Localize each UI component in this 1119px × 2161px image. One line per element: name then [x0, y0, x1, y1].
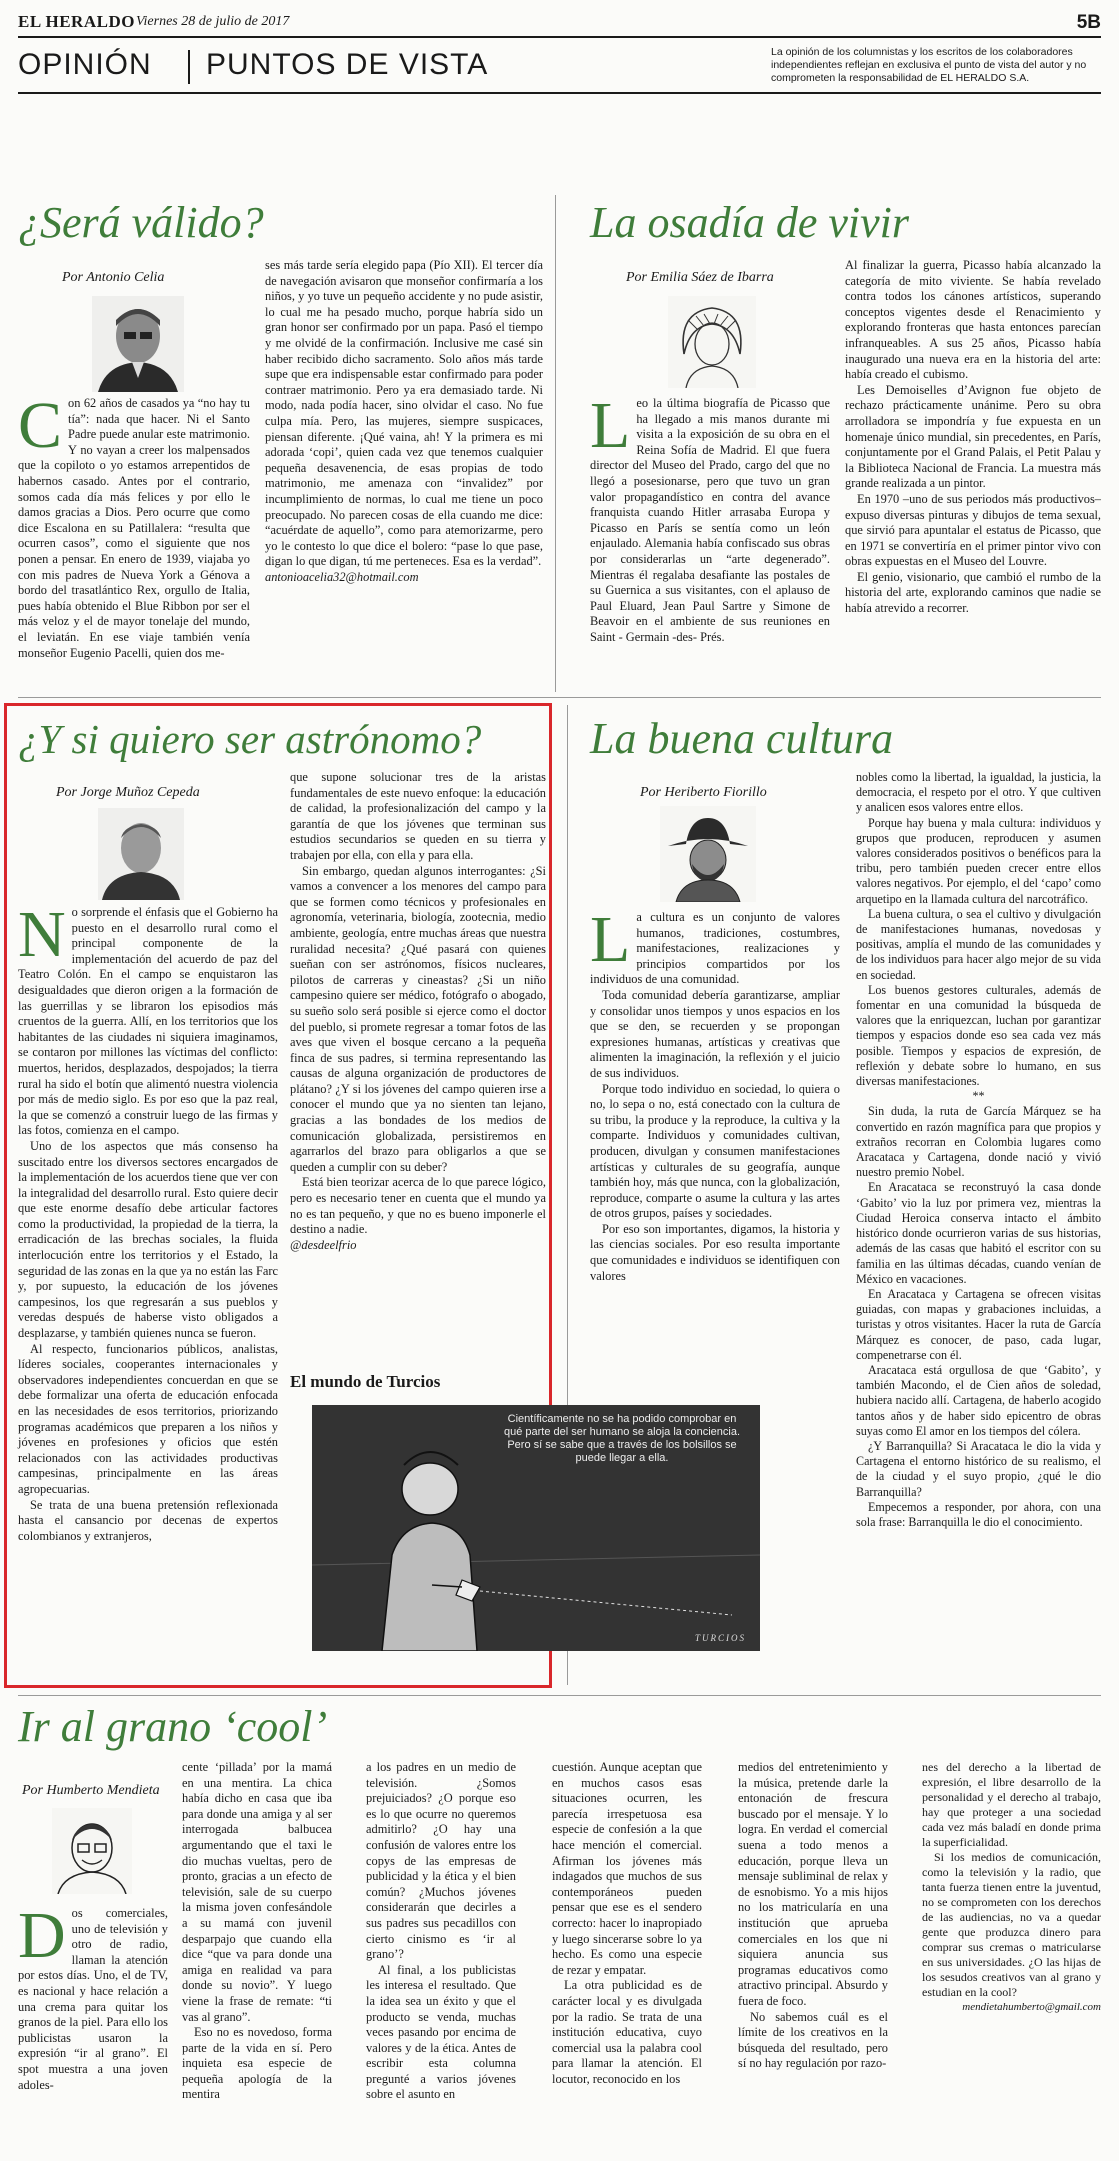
drop-cap: L: [590, 389, 631, 462]
author-portrait: [52, 1808, 132, 1894]
article-body-column: [366, 1760, 516, 2152]
drop-cap: C: [18, 389, 63, 462]
paragraph: Se trata de una buena pretensión reflexionada hasta el cansancio por decenas de expertos colombianos y extranjeros,: [18, 1497, 278, 1543]
paragraph: Uno de los aspectos que más consenso ha suscitado entre los diversos sectores encargados de la implementación de los acuerdos tiene que ver con la integralidad del desarrollo rural. Esto quiere decir que este enorme desafío debe articular factores como la productividad, la propiedad de la tierra, la erradicación de las brechas sociales, la fluida interlocución entre los territorios y el Estado, la seguridad de las zonas en la que ya no están las Farc y, por supuesto, la educación de los jóvenes campesinos, los que regresarán a sus pueblos y veredas después de haberse visto obligados a desplazarse, y también quienes nunca se fueron.: [18, 1138, 278, 1341]
cartoon-title: El mundo de Turcios: [290, 1372, 441, 1391]
article-body-column: [856, 770, 1101, 1680]
paragraph: medios del entretenimiento y la música, pretende darle la entonación de frescura buscado por el mensaje. Y lo logra. En verdad el comercial suena a todo menos a educación, porque lleva un mensaje subliminal de relax y de esnobismo. Yo a mis hijos no los matricularía en una institución que aprueba comerciales en los que ni siquiera anuncia sus programas educativos como atractivo principal. Absurdo y fuera de foco.: [738, 1760, 888, 2008]
paragraph: cuestión. Aunque aceptan que en muchos casos esas situaciones ocurren, les parecía irrespetuosa esa especie de confesión a la que hace mención el comercial. Afirman los jóvenes más indagados que muchos de sus contemporáneos pueden pensar que ese es el sendero correcto: hacer lo inapropiado y luego sincerarse sobre lo ya hecho. Es como una especie de rezar y empatar.: [552, 1760, 702, 1977]
article-title-la-buena-cultura: La buena cultura: [590, 714, 894, 763]
author-handle[interactable]: @desdeelfrio: [290, 1237, 357, 1252]
article-body-column: [18, 1899, 168, 2151]
author-portrait: [92, 296, 184, 392]
paragraph: Aracataca está orgullosa de que ‘Gabito’, y también Macondo, el de Cien años de soledad, hubiera nacido allí. Cartagena, de haberlo acogido tantos años y de haber sido epicentro de obras suyas como El amor en los tiempos del cólera.: [856, 1362, 1101, 1438]
article-byline: Por Humberto Mendieta: [22, 1783, 160, 1798]
drop-cap: L: [590, 903, 631, 976]
article-body-column: [18, 389, 250, 691]
paragraph: La otra publicidad es de carácter local y es divulgada por la radio. Se trata de una institución educativa, cuyo comercial usa la palabra cool para llamar la atención. El locutor, reconocido en los: [552, 1978, 702, 2086]
section-divider-line: [18, 1695, 1101, 1696]
paragraph: En Aracataca y Cartagena se ofrecen visitas guiadas, con mapas y grabaciones incluidas, a turistas y otros visitantes. Hacer la ruta de García Márquez es conocer, de paso, cada lugar, compenetrarse con él.: [856, 1286, 1101, 1362]
column-divider: [555, 195, 556, 692]
paragraph: No sabemos cuál es el límite de los creativos en la búsqueda del resultado, pero sí no hay regulación por razo-: [738, 2009, 888, 2071]
paragraph: Sin embargo, quedan algunos interrogantes: ¿Si vamos a convencer a los menores del campo para que se formen como técnicos y profesionales en agronomía, veterinaria, biología, zootecnia, medio ambiente, geología, entre muchas áreas que nuestra ruralidad necesita? ¿Qué pasará con quienes sueñan con ser astrónomos, físicos nucleares, pilotos de carreras y cineastas? ¿Si un niño campesino quiere ser médico, fotógrafo o abogado, su sueño solo será posible si ejerce como el doctor del pueblo, si promete regresar a tomar fotos de las aves que viven el bosque cercano a la pequeña finca de sus padres, si termina representando las causas de alguna organización de productores de plátano? ¿Y si los jóvenes del campo quieren irse a conocer el mundo que ya no sienten tan lejano, gracias a las bondades de los medios de comunicación globalizada, persistiremos en agarrarlos del brazo para obligarlos a que se queden a cumplir con su deber?: [290, 863, 546, 1174]
paragraph: ¿Y Barranquilla? Si Aracataca le dio la vida y Cartagena el entorno histórico de su realismo, el de la ciudad y el suyo propio, ¿qué le dio Barranquilla?: [856, 1438, 1101, 1499]
article-byline: Por Antonio Celia: [62, 270, 165, 285]
article-byline: Por Emilia Sáez de Ibarra: [626, 270, 774, 285]
paragraph: nobles como la libertad, la igualdad, la justicia, la democracia, el respeto por el otro. Y que cultiven y analicen esos valores entre ellos.: [856, 770, 1101, 815]
article-body-column: [182, 1760, 332, 2152]
paragraph: Porque hay buena y mala cultura: individuos y grupos que producen, reproducen y asumen valores considerados positivos o benéficos para la tribu, pero también pueden crecer entre ellos valores negativos. Por ejemplo, el del ‘capo’ como arquetipo en la llamada cultura del narcotráfico.: [856, 815, 1101, 906]
drop-cap: D: [18, 1899, 66, 1972]
article-title-ir-al-grano: Ir al grano ‘cool’: [18, 1702, 328, 1751]
article-title-sera-valido: ¿Será válido?: [18, 198, 264, 247]
section-subtitle: PUNTOS DE VISTA: [206, 48, 489, 81]
article-body-column: [290, 770, 546, 1366]
paragraph: que supone solucionar tres de la aristas fundamentales de este nuevo enfoque: la educación de calidad, la profesionalización del campo y la garantía de que los jóvenes que terminan sus estudios secundarios se queden en su tierra y trabajen por ella, con ella y para ella.: [290, 770, 546, 862]
author-portrait: [668, 296, 756, 388]
article-body-column: [738, 1760, 888, 2152]
paragraph: Los buenos gestores culturales, además de fomentar en una comunidad la búsqueda de valores que la enriquezcan, luchan por garantizar tiempos y espacios donde eso sea cada vez más posible. Tiempos y espacios de expresión, de reflexión y debate sobre lo humano, en sus diversas manifestaciones.: [856, 982, 1101, 1089]
paper-name: EL HERALDO: [18, 12, 135, 31]
author-email[interactable]: antonioacelia32@hotmail.com: [265, 569, 419, 584]
section-divider: [188, 50, 190, 84]
section-divider-line: [18, 697, 1101, 698]
article-body-column: [265, 258, 543, 691]
article-title-astronomo: ¿Y si quiero ser astrónomo?: [18, 716, 482, 762]
paragraph: Les Demoiselles d’Avignon fue objeto de rechazo prácticamente unánime. Pero su obra arrolladora se impondría y fue expuesta en un homenaje único mundial, sin precedentes, en París, conjuntamente por el Grand Palais, el Petit Palau y la Biblioteca Nacional de Francia. La muestra más grande realizada a un pintor.: [845, 382, 1101, 491]
drop-cap: N: [18, 898, 66, 971]
paragraph: En 1970 –uno de sus periodos más productivos– expuso diversas pinturas y dibujos de tema sexual, que sirvió para apuntalar el estatus de Picasso, que en 1971 se convertiría en el primer pintor vivo con obras expuestas en el Museo del Louvre.: [845, 491, 1101, 569]
article-body-column: [590, 903, 840, 1680]
paragraph: Sin duda, la ruta de García Márquez se ha convertido en razón magnífica para que propios y extraños recorran en Colombia lugares como Aracataca y Cartagena, donde nació y vivió nuestro premio Nobel.: [856, 1104, 1101, 1180]
author-portrait: [98, 808, 184, 900]
paragraph: a cultura es un conjunto de valores humanos, tradiciones, costumbres, manifestaciones, realizaciones y principios compartidos por los individuos de una comunidad.: [590, 910, 840, 987]
article-body-column: [845, 258, 1101, 691]
article-body-column: [552, 1760, 702, 2152]
separator: **: [972, 1089, 985, 1104]
paragraph: Por eso son importantes, digamos, la historia y las ciencias sociales. Por eso resulta importante que comunidades e individuos se identifiquen con valores: [590, 1221, 840, 1283]
paragraph: cente ‘pillada’ por la mamá en una mentira. La chica había dicho en casa que iba para donde una amiga y al ser interrogada balbucea argumentando que el taxi le dio muchas vueltas, pero de pronto, gracias a un efecto de televisión, sale de su cuerpo la misma joven confesándole a su mamá con juvenil desparpajo que cuando ella dice “que va para donde una amiga en realidad va para donde su novio”. Y luego viene la frase de remate: “ti vas al grano”.: [182, 1760, 332, 2024]
issue-date: Viernes 28 de julio de 2017: [136, 14, 290, 29]
paragraph: Al finalizar la guerra, Picasso había alcanzado la categoría de mito viviente. Se había revelado contra todos los cánones artísticos, superando conceptos vigentes desde el Renacimiento y explorando fronteras que hasta entonces parecían infranqueables. A sus 25 años, Picasso había inaugurado una nueva era en la historia del arte: había creado el cubismo.: [845, 258, 1101, 382]
paragraph: ses más tarde sería elegido papa (Pío XII). El tercer día de navegación avisaron que monseñor confirmaría a los niños, y yo tuve un pequeño accidente y no pude asistir, lo cual me ha pesado mucho, porque habría sido un gran honor ser confirmado por un papa. Pasó el tiempo y me olvidé de la confirmación. Inclusive me casé sin haber recibido dicho sacramento. Solo años más tarde supe que era indispensable estar confirmado para poder contraer matrimonio. Pero ya era demasiado tarde. Ni modo, nada podía hacer, sino olvidar el caso. No fue culpa mía. Pero, las mujeres, siempre suspicaces, piensan diferente. ¡Qué vaina, ah! Y la primera es mi adorada ‘copi’, quien cada vez que tenemos cualquier pequeña desavenencia, de esas propias de todo matrimonio, me amenaza con “invalidez” por incumplimiento de normas, lo cual me tiene un poco preocupado. No parecen cosas de ella cuando me dice: “acuérdate de aquello”, como para atemorizarme, pero yo le contesto lo que dice el bolero: “pase lo que pase, digan lo que digan, tú me perteneces. Esa es la verdad”.: [265, 258, 543, 569]
article-byline: Por Jorge Muñoz Cepeda: [56, 785, 200, 800]
paragraph: eo la última biografía de Picasso que ha llegado a mis manos durante mi visita a la exposición de su obra en el Reina Sofía de Madrid. El que fuera director del Museo del Prado, cargo del que no llegó a posesionarse, pero que tuvo un gran valor propagandístico en contra del avance franquista cuando Hitler arrasaba Europa y Picasso en París se sentía como un león enjaulado. Alemania había confiscado sus obras por considerarlas un “arte degenerado”. Mientras él regalaba desafiante las postales de su Guernica a sus visitantes, con el aplauso de Paul Eluard, Jean Paul Sartre y Simone de Beavoir en el ambiente de sus reuniones en Saint - Germain -des- Prés.: [590, 396, 830, 644]
paragraph: La buena cultura, o sea el cultivo y divulgación de manifestaciones humanas, novedosas y positivas, amplía el mundo de las comunidades y de los individuos para hacer algo mejor de su vida en sociedad.: [856, 906, 1101, 982]
cartoon-caption: Científicamente no se ha podido comprobar en qué parte del ser humano se aloja la conciencia. Pero sí se sabe que a través de los bolsillos se puede llegar a ella.: [503, 1413, 741, 1464]
article-body-column: [922, 1760, 1101, 2152]
paragraph: En Aracataca se reconstruyó la casa donde ‘Gabito’ vio la luz por primera vez, mientras la Ciudad Heroica conserva intacto el ámbito histórico donde ocurrieron varias de sus historias, además de las casas que habitó el escritor con su familia en las últimas décadas, cuando venían de México en vacaciones.: [856, 1180, 1101, 1286]
article-body-column: [18, 898, 278, 1680]
disclaimer: La opinión de los columnistas y los escritos de los colaboradores independientes reflejan en exclusiva el punto de vista del autor y no comprometen la responsabilidad de EL HERALDO S.A.: [771, 46, 1087, 84]
paragraph: Porque todo individuo en sociedad, lo quiera o no, lo sepa o no, está conectado con la cultura de su tribu, la produce y la reproduce, la cultiva y la comparte. Individuos y comunidades cultivan, producen, divulgan y consumen manifestaciones artísticas y culturales de su geografía, aunque también hoy, más que nunca, con la globalización, reproduce, comparte o asume la cultura y las artes de otros grupos, países y sociedades.: [590, 1081, 840, 1221]
paragraph: Si los medios de comunicación, como la televisión y la radio, que tanta fuerza tienen entre la juventud, no se comprometen con los derechos de las audiencias, no va a quedar gente que produzca dinero para comprar sus cremas o matricularse en sus universidades. ¿O las hijas de los sesudos creativos van al grano y estudian en la cool?: [922, 1850, 1101, 1999]
author-email[interactable]: mendietahumberto@gmail.com: [962, 2001, 1101, 2013]
paragraph: Al final, a los publicistas les interesa el resultado. Que la idea sea un éxito y que el producto se venda, muchas veces pasando por encima de valores y de la ética. Antes de escribir esta columna pregunté a varios jóvenes sobre el asunto en: [366, 1962, 516, 2102]
paragraph: on 62 años de casados ya “no hay tu tía”: nada que hacer. Ni el Santo Padre puede anular este matrimonio. Y no vayan a creer los malpensados que la copiloto o yo estamos arrepentidos de habernos casado. Antes por el contrario, somos cada día más felices y por ello le damos gracias a Dios. Pero ocurre que como dice Escalona en su Patillalera: “resulta que ocurren casos”, como el siguiente que nos ponen a pensar. En enero de 1939, viajaba yo con mis padres de Nueva York a Génova a bordo del trasatlántico Rex, orgullo de Italia, pues había obtenido el Blue Ribbon por ser el más veloz y el de mayor tonelaje del mundo, el leviatán. En ese viaje también venía monseñor Eugenio Pacelli, quien dos me-: [18, 396, 250, 660]
paragraph: nes del derecho a la libertad de expresión, el libre desarrollo de la personalidad y el derecho al trabajo, hay que proteger a una sociedad cada vez más baladí en donde prima la superficialidad.: [922, 1760, 1101, 1849]
paragraph: o sorprende el énfasis que el Gobierno ha puesto en el desarrollo rural como el principal componente de la implementación del acuerdo de paz del Teatro Colón. En el campo se enquistaron las desigualdades que dieron origen a la formación de las guerrillas y se libraron los episodios más cruentos de la guerra. Allí, en los territorios que los habitantes de las ciudades ni siquiera imaginamos, se contaron por millones las víctimas del conflicto: muertos, heridos, desplazados, despojados; la tierra rural ha sido el botín que alimentó nuestra violencia por más de medio siglo. Es por eso que la paz real, la que se comenzó a construir luego de las firmas y las fotos, comienza en el campo.: [18, 905, 278, 1138]
paragraph: Toda comunidad debería garantizarse, ampliar y consolidar unos tiempos y unos espacios en los que se den, se recuerden y se propongan expresiones humanas, artísticas y creativas que alimenten la imaginación, la reflexión y el juicio de sus individuos.: [590, 987, 840, 1080]
paragraph: os comerciales, uno de televisión y otro de radio, llaman la atención por estos días. Uno, el de TV, es nacional y hace relación a una crema para quitar los granos de la piel. Para ello los publicistas usaron la expresión “ir al grano”. El spot muestra a una joven adoles-: [18, 1906, 168, 2092]
paragraph: Empecemos a responder, por ahora, con una sola frase: Barranquilla le dio el conocimiento.: [856, 1499, 1101, 1529]
paragraph: a los padres en un medio de televisión. ¿Somos prejuiciados? ¿O porque eso es lo que ocurre no queremos admitirlo? ¿O hay una confusión de valores entre los copys de las empresas de publicidad y la ética y el bien común? ¿Muchos jóvenes considerarán que decirles a sus padres sus pecadillos con cierto cinismo es ‘ir al grano’?: [366, 1760, 516, 1962]
masthead: [18, 10, 1101, 38]
paragraph: El genio, visionario, que cambió el rumbo de la historia del arte, explorando caminos que nadie se había atrevido a recorrer.: [845, 569, 1101, 616]
cartoon-credit: TURCIOS: [694, 1633, 746, 1643]
paragraph: Eso no es novedoso, forma parte de la vida en sí. Pero inquieta esa especie de pequeña apología de la mentira: [182, 2025, 332, 2102]
author-portrait: [660, 806, 756, 902]
page-number: 5B: [1076, 12, 1101, 33]
paragraph: Está bien teorizar acerca de lo que parece lógico, pero es necesario tener en cuenta que el mundo ya no es tan pequeño, y que no es bueno imponerle el destino a nadie.: [290, 1175, 546, 1237]
article-byline: Por Heriberto Fiorillo: [640, 785, 767, 800]
section-name: OPINIÓN: [18, 48, 152, 81]
paragraph: Al respecto, funcionarios públicos, analistas, líderes sociales, cooperantes internacionales y observadores independientes concuerdan en que se debe formalizar una oferta de educación enfocada en las necesidades de esos territorios, priorizando programas académicos que preparen a los niños y jóvenes en profesiones y oficios que estén relacionados con las actividades productivas campesinas, principalmente en las áreas agropecuarias.: [18, 1341, 278, 1496]
section-header: [18, 42, 1101, 94]
article-title-la-osadia-de-vivir: La osadía de vivir: [590, 198, 909, 247]
article-body-column: [590, 389, 830, 691]
